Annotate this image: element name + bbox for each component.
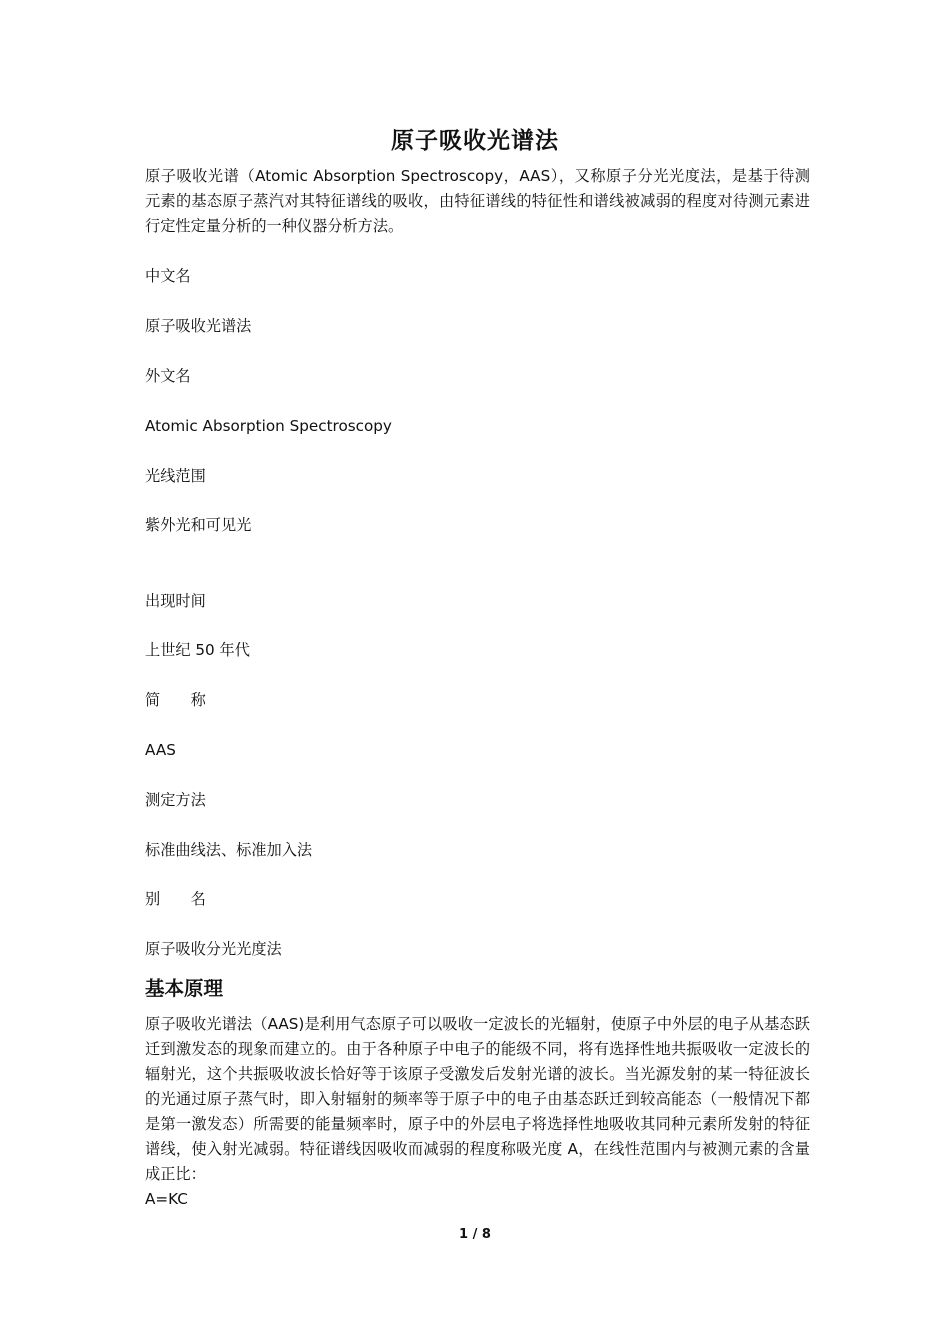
field-label-appearance-time: 出现时间 xyxy=(145,592,206,610)
field-value-light-range: 紫外光和可见光 xyxy=(145,516,252,534)
field-label-alias: 别 名 xyxy=(145,890,206,908)
section-body-basic-principle: 原子吸收光谱法（AAS)是利用气态原子可以吸收一定波长的光辐射，使原子中外层的电子从基态跃迁到激发态的现象而建立的。由于各种原子中电子的能级不同，将有选择性地共振吸收一定波长的辐射光，这个共振吸收波长恰好等于该原子受激发后发射光谱的波长。当光源发射的某一特征波长的光通过原子蒸气时，即入射辐射的频率等于原子中的电子由基态跃迁到较高能态（一般情况下都是第一激发态）所需要的能量频率时，原子中的外层电子将选择性地吸收其同种元素所发射的特征谱线，使入射光减弱。特征谱线因吸收而减弱的程度称吸光度 A，在线性范围内与被测元素的含量成正比： xyxy=(145,1015,810,1183)
field-value-foreign-name: Atomic Absorption Spectroscopy xyxy=(145,417,392,435)
field-value-abbreviation: AAS xyxy=(145,741,176,759)
page-number: 1 / 8 xyxy=(459,1227,491,1242)
section-heading-basic-principle: 基本原理 xyxy=(145,977,224,1000)
field-value-measurement-method: 标准曲线法、标准加入法 xyxy=(145,841,313,859)
field-value-chinese-name: 原子吸收光谱法 xyxy=(145,317,252,335)
field-label-light-range: 光线范围 xyxy=(145,467,206,485)
document-title: 原子吸收光谱法 xyxy=(391,128,559,154)
field-label-abbreviation: 简 称 xyxy=(145,691,206,709)
field-label-chinese-name: 中文名 xyxy=(145,267,191,285)
intro-paragraph: 原子吸收光谱（Atomic Absorption Spectroscopy，AAS），又称原子分光光度法，是基于待测元素的基态原子蒸汽对其特征谱线的吸收，由特征谱线的特征性和谱线被减弱的程度对待测元素进行定性定量分析的一种仪器分析方法。 xyxy=(145,167,810,235)
field-label-foreign-name: 外文名 xyxy=(145,367,191,385)
field-value-appearance-time: 上世纪 50 年代 xyxy=(145,641,250,659)
field-label-measurement-method: 测定方法 xyxy=(145,791,206,809)
formula-line: A=KC xyxy=(145,1190,188,1208)
field-value-alias: 原子吸收分光光度法 xyxy=(145,940,282,958)
